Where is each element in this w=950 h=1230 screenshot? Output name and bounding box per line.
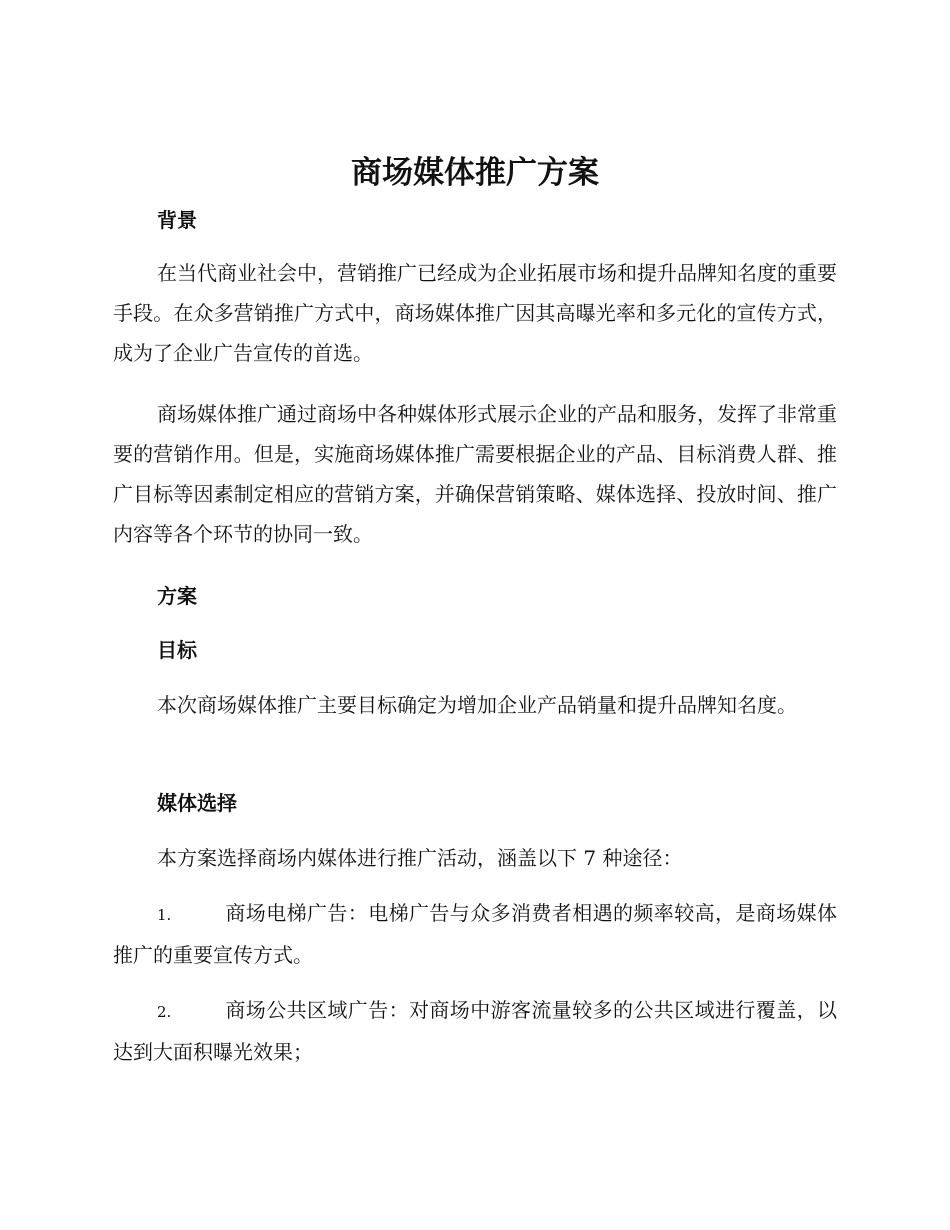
list-item-number: 2. xyxy=(157,1003,172,1021)
section-heading-plan: 方案 xyxy=(157,584,197,608)
section-heading-background: 背景 xyxy=(157,208,197,232)
list-item xyxy=(113,990,837,1072)
list-item-text: 商场公共区域广告：对商场中游客流量较多的公共区域进行覆盖，以达到大面积曝光效果； xyxy=(113,998,837,1064)
document-title: 商场媒体推广方案 xyxy=(351,155,599,191)
background-paragraph-2: 商场媒体推广通过商场中各种媒体形式展示企业的产品和服务，发挥了非常重要的营销作用。但是，实施商场媒体推广需要根据企业的产品、目标消费人群、推广目标等因素制定相应的营销方案，并确保营销策略、媒体选择、投放时间、推广内容等各个环节的协同一致。 xyxy=(113,402,837,546)
background-paragraph-1: 在当代商业社会中，营销推广已经成为企业拓展市场和提升品牌知名度的重要手段。在众多营销推广方式中，商场媒体推广因其高曝光率和多元化的宣传方式，成为了企业广告宣传的首选。 xyxy=(113,261,837,365)
list-item-text: 商场电梯广告：电梯广告与众多消费者相遇的频率较高，是商场媒体推广的重要宣传方式。 xyxy=(113,901,837,967)
list-item-number: 1. xyxy=(157,906,172,924)
section-heading-media: 媒体选择 xyxy=(157,791,237,815)
list-item xyxy=(113,893,837,975)
media-intro-paragraph: 本方案选择商场内媒体进行推广活动，涵盖以下 7 种途径： xyxy=(157,846,683,870)
goal-paragraph: 本次商场媒体推广主要目标确定为增加企业产品销量和提升品牌知名度。 xyxy=(157,693,797,717)
section-heading-goal: 目标 xyxy=(157,638,197,662)
